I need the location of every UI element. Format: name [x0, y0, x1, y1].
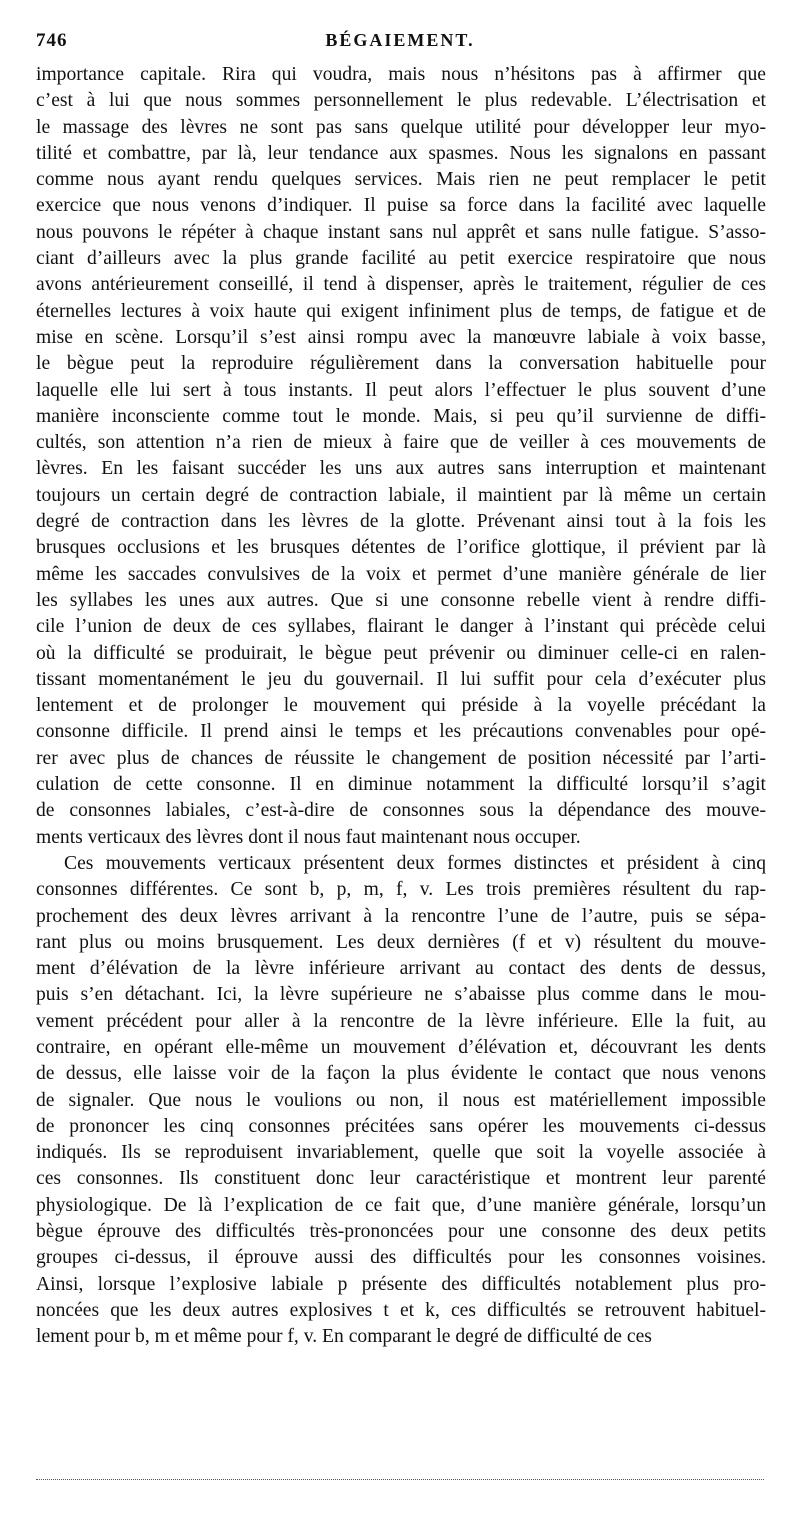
paragraph [36, 851, 766, 1351]
text-line: lement pour b, m et même pour f, v. En comparant le degré de difficulté de ces [36, 1326, 652, 1348]
text-line: rant plus ou moins brusquement. Les deux dernières (f et v) résultent du mouve- [36, 931, 766, 953]
text-line: noncées que les deux autres explosives t et k, ces difficultés se retrouvent habituel- [36, 1299, 766, 1321]
text-line: de signaler. Que nous le voulions ou non, il nous est matériellement impossible [36, 1089, 766, 1111]
text-line: Ainsi, lorsque l’explosive labiale p présente des difficultés notablement plus pro- [36, 1273, 766, 1295]
text-line: exercice que nous venons d’indiquer. Il puise sa force dans la facilité avec laquelle [36, 195, 766, 217]
text-line: le massage des lèvres ne sont pas sans quelque utilité pour développer leur myo- [36, 116, 766, 138]
text-line: degré de contraction dans les lèvres de la glotte. Prévenant ainsi tout à la fois les [36, 511, 766, 533]
text-line: vement précédent pour aller à la rencontre de la lèvre inférieure. Elle la fuit, au [36, 1010, 766, 1032]
text-line: bègue éprouve des difficultés très-prononcées pour une consonne des deux petits [36, 1221, 766, 1243]
text-line: c’est à lui que nous sommes personnellement le plus redevable. L’électrisation et [36, 90, 766, 112]
text-line: ments verticaux des lèvres dont il nous faut maintenant nous occuper. [36, 826, 581, 848]
text-line: les syllabes les unes aux autres. Que si une consonne rebelle vient à rendre diffi- [36, 589, 766, 611]
text-line: indiqués. Ils se reproduisent invariablement, quelle que soit la voyelle associée à [36, 1142, 766, 1164]
text-line: nous pouvons le répéter à chaque instant sans nul apprêt et sans nulle fatigue. S’asso- [36, 221, 766, 243]
text-line: tissant momentanément le jeu du gouvernail. Il lui suffit pour cela d’exécuter plus [36, 668, 766, 690]
paragraph [36, 62, 766, 851]
body-text [36, 62, 766, 1351]
text-line: laquelle elle lui sert à tous instants. Il peut alors l’effectuer le plus souvent d’une [36, 379, 766, 401]
text-line: manière inconsciente comme tout le monde. Mais, si peu qu’il survienne de diffi- [36, 405, 766, 427]
text-line: importance capitale. Rira qui voudra, mais nous n’hésitons pas à affirmer que [36, 64, 766, 85]
text-line: lentement et de prolonger le mouvement qui préside à la voyelle précédant la [36, 695, 766, 717]
text-line: de prononcer les cinq consonnes précitées sans opérer les mouvements ci-dessus [36, 1115, 766, 1137]
page-number: 746 [36, 30, 68, 51]
text-line: consonnes différentes. Ce sont b, p, m, f, v. Les trois premières résultent du rap- [36, 879, 766, 901]
text-line: contraire, en opérant elle-même un mouvement d’élévation et, découvrant les dents [36, 1036, 766, 1058]
text-line: ciant d’ailleurs avec la plus grande facilité au petit exercice respiratoire que nous [36, 248, 766, 270]
text-line: puis s’en détachant. Ici, la lèvre supérieure ne s’abaisse plus comme dans le mou- [36, 984, 766, 1006]
text-line: éternelles lectures à voix haute qui exigent infiniment plus de temps, de fatigue et de [36, 300, 766, 322]
text-line: ces consonnes. Ils constituent donc leur caractéristique et montrent leur parenté [36, 1168, 766, 1190]
text-line: ment d’élévation de la lèvre inférieure arrivant au contact des dents de dessus, [36, 958, 766, 980]
text-line: cile l’union de deux de ces syllabes, flairant le danger à l’instant qui précède celui [36, 616, 766, 638]
text-line: consonne difficile. Il prend ainsi le temps et les précautions convenables pour opé- [36, 721, 766, 743]
text-line: de consonnes labiales, c’est-à-dire de consonnes sous la dépendance des mouve- [36, 800, 766, 822]
text-line: brusques occlusions et les brusques détentes de l’orifice glottique, il prévient par là [36, 537, 766, 559]
text-line: même les saccades convulsives de la voix et permet d’une manière générale de lier [36, 563, 766, 585]
text-line: mise en scène. Lorsqu’il s’est ainsi rompu avec la manœuvre labiale à voix basse, [36, 326, 766, 348]
text-line: de dessus, elle laisse voir de la façon la plus évidente le contact que nous venons [36, 1063, 766, 1085]
text-line: tilité et combattre, par là, leur tendance aux spasmes. Nous les signalons en passant [36, 142, 766, 164]
text-line: physiologique. De là l’explication de ce fait que, d’une manière générale, lorsqu’un [36, 1194, 766, 1216]
page-header [36, 30, 764, 56]
text-line: où la difficulté se produirait, le bègue peut prévenir ou diminuer celle-ci en ralen- [36, 642, 766, 664]
running-title: BÉGAIEMENT. [325, 30, 475, 50]
footer-rule [36, 1479, 764, 1480]
text-line: culation de cette consonne. Il en diminue notamment la difficulté lorsqu’il s’agit [36, 774, 766, 796]
text-line: toujours un certain degré de contraction labiale, il maintient par là même un certain [36, 484, 766, 506]
text-line: Ces mouvements verticaux présentent deux formes distinctes et président à cinq [64, 852, 766, 874]
text-line: groupes ci-dessus, il éprouve aussi des difficultés pour les consonnes voisines. [36, 1247, 766, 1269]
text-line: avons antérieurement conseillé, il tend à dispenser, après le traitement, régulier de ces [36, 274, 766, 296]
text-line: rer avec plus de chances de réussite le changement de position nécessité par l’arti- [36, 747, 766, 769]
text-line: lèvres. En les faisant succéder les uns aux autres sans interruption et maintenant [36, 458, 766, 480]
text-line: cultés, son attention n’a rien de mieux à faire que de veiller à ces mouvements de [36, 432, 766, 454]
text-line: comme nous ayant rendu quelques services. Mais rien ne peut remplacer le petit [36, 169, 766, 191]
text-line: le bègue peut la reproduire régulièrement dans la conversation habituelle pour [36, 353, 766, 375]
text-line: prochement des deux lèvres arrivant à la rencontre l’une de l’autre, puis se sépa- [36, 905, 766, 927]
